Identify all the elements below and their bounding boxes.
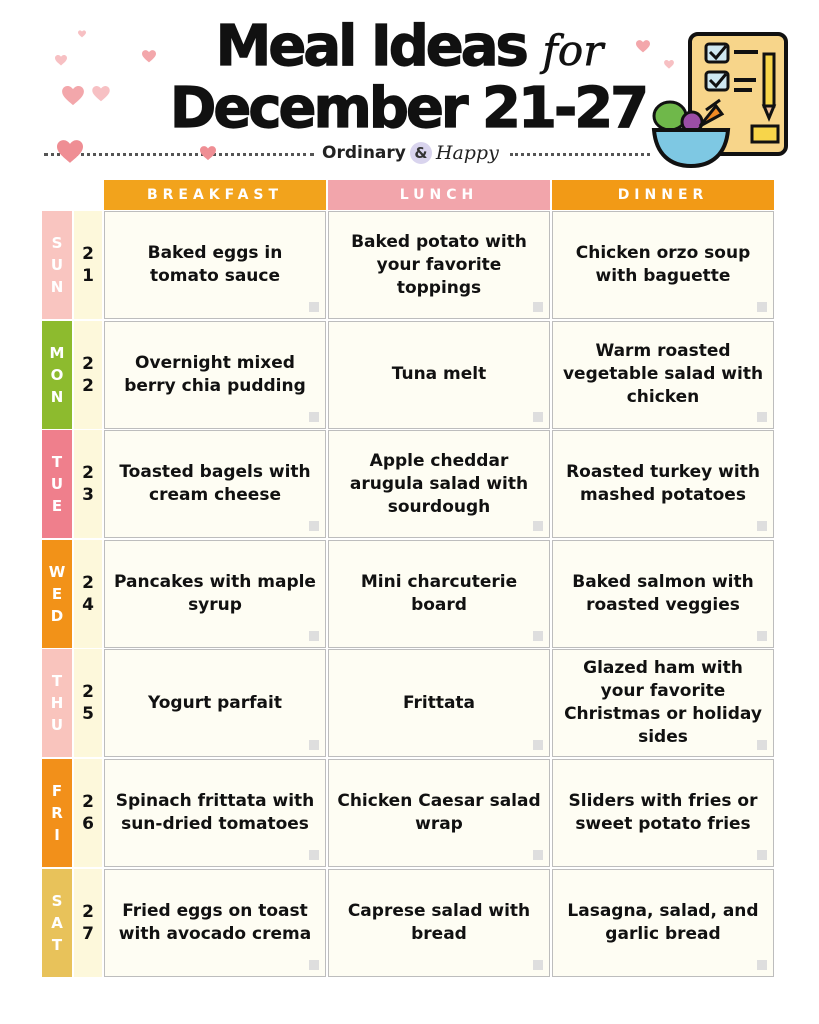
date-digit: 2 — [82, 463, 94, 484]
meal-cell-breakfast — [104, 321, 326, 429]
brand-ampersand: & — [410, 142, 432, 164]
meal-cell-dinner — [552, 540, 774, 648]
date-digit: 2 — [82, 353, 94, 374]
date-digit: 5 — [82, 704, 94, 725]
meal-text: Baked potato with your favorite toppings — [351, 231, 527, 298]
day-letter: E — [51, 584, 63, 603]
brand-ordinary: Ordinary — [322, 143, 406, 163]
heart-icon — [55, 55, 67, 66]
meal-cell-dinner — [552, 649, 774, 757]
meal-checkbox[interactable] — [757, 850, 767, 860]
meal-checkbox[interactable] — [309, 740, 319, 750]
meal-checkbox[interactable] — [757, 412, 767, 422]
day-label — [42, 430, 72, 538]
date-digit: 1 — [82, 266, 94, 286]
meal-text: Glazed ham with your favorite Christmas or holiday sides — [564, 658, 762, 748]
meal-text: Pancakes with maple syrup — [114, 571, 316, 615]
date-label — [72, 321, 102, 429]
date-label — [72, 759, 102, 867]
date-label — [72, 430, 102, 538]
meal-text: Fried eggs on toast with avocado crema — [118, 900, 312, 944]
date-digit: 2 — [82, 682, 94, 703]
meal-cell-lunch — [328, 649, 550, 757]
meal-checkbox[interactable] — [533, 631, 543, 641]
title-main: Meal Ideas — [215, 14, 526, 79]
meal-cell-breakfast — [104, 211, 326, 319]
heart-icon — [78, 30, 86, 38]
meal-text: Spinach frittata with sun-dried tomatoes — [115, 791, 315, 834]
day-label — [42, 869, 72, 977]
meal-cell-dinner — [552, 869, 774, 977]
meal-cell-lunch — [328, 759, 550, 867]
meal-cell-breakfast — [104, 430, 326, 538]
meal-cell-lunch — [328, 430, 550, 538]
meal-checkbox[interactable] — [757, 960, 767, 970]
meal-text: Toasted bagels with cream cheese — [119, 462, 311, 506]
meal-text: Sliders with fries or sweet potato fries — [568, 791, 758, 834]
day-label — [42, 321, 72, 429]
meal-cell-dinner — [552, 759, 774, 867]
dotted-divider-right — [510, 153, 650, 156]
meal-checkbox[interactable] — [309, 412, 319, 422]
column-header-breakfast: BREAKFAST — [104, 180, 326, 210]
meal-text: Mini charcuterie board — [360, 571, 518, 615]
meal-cell-lunch — [328, 321, 550, 429]
title-dates: December 21-27 — [169, 76, 647, 141]
day-label — [42, 649, 72, 757]
brand-happy: Happy — [435, 142, 499, 164]
day-letter: N — [50, 387, 64, 406]
meal-text: Warm roasted vegetable salad with chicken — [562, 341, 764, 408]
meal-text: Lasagna, salad, and garlic bread — [567, 900, 759, 944]
meal-cell-dinner — [552, 430, 774, 538]
date-label — [72, 211, 102, 319]
day-letter: W — [48, 562, 66, 581]
meal-checkbox[interactable] — [309, 631, 319, 641]
day-letter: N — [50, 278, 64, 296]
heart-icon — [142, 50, 156, 63]
meal-planner-clipboard-icon — [648, 30, 793, 180]
meal-cell-breakfast — [104, 649, 326, 757]
meal-text: Chicken Caesar salad wrap — [337, 791, 541, 834]
date-digit: 2 — [82, 572, 94, 593]
date-digit: 2 — [82, 244, 94, 264]
meal-text: Baked salmon with roasted veggies — [572, 571, 754, 615]
date-digit: 3 — [82, 485, 94, 506]
day-letter: S — [51, 891, 63, 910]
day-letter: H — [50, 694, 64, 713]
date-digit: 2 — [82, 375, 94, 396]
date-digit: 6 — [82, 814, 94, 834]
meal-checkbox[interactable] — [757, 740, 767, 750]
day-letter: T — [51, 453, 63, 472]
day-letter: U — [50, 256, 64, 274]
meal-cell-lunch — [328, 540, 550, 648]
meal-checkbox[interactable] — [533, 412, 543, 422]
heart-icon — [62, 86, 84, 106]
meal-text: Frittata — [402, 692, 476, 713]
meal-checkbox[interactable] — [533, 740, 543, 750]
meal-checkbox[interactable] — [309, 302, 319, 312]
date-digit: 4 — [82, 594, 94, 615]
heart-icon — [57, 140, 83, 164]
meal-text: Tuna melt — [391, 364, 487, 385]
day-letter: E — [51, 497, 63, 516]
heart-icon — [200, 146, 216, 161]
meal-cell-lunch — [328, 869, 550, 977]
meal-checkbox[interactable] — [533, 960, 543, 970]
day-letter: T — [51, 935, 63, 954]
brand-logo — [322, 140, 499, 166]
meal-cell-dinner — [552, 321, 774, 429]
day-letter: S — [51, 234, 63, 252]
meal-checkbox[interactable] — [309, 521, 319, 531]
meal-cell-lunch — [328, 211, 550, 319]
meal-cell-breakfast — [104, 540, 326, 648]
brand-row — [40, 138, 650, 168]
day-letter: M — [49, 343, 65, 362]
column-header-lunch: LUNCH — [328, 180, 550, 210]
day-letter: O — [50, 365, 64, 384]
meal-checkbox[interactable] — [533, 302, 543, 312]
date-digit: 2 — [82, 901, 94, 922]
meal-checkbox[interactable] — [757, 631, 767, 641]
day-letter: D — [50, 606, 64, 625]
meal-text: Overnight mixed berry chia pudding — [124, 352, 306, 396]
day-label — [42, 759, 72, 867]
date-label — [72, 540, 102, 648]
meal-checkbox[interactable] — [533, 850, 543, 860]
meal-text: Apple cheddar arugula salad with sourdough — [349, 450, 529, 517]
date-label — [72, 649, 102, 757]
meal-checkbox[interactable] — [309, 850, 319, 860]
meal-text: Chicken orzo soup with baguette — [575, 243, 751, 286]
meal-checkbox[interactable] — [757, 302, 767, 312]
heart-icon — [92, 86, 110, 102]
day-letter: U — [50, 716, 64, 735]
date-digit: 2 — [82, 792, 94, 812]
dotted-divider-left — [44, 153, 314, 156]
day-letter: A — [51, 913, 63, 932]
meal-text: Roasted turkey with mashed potatoes — [566, 462, 760, 506]
meal-cell-breakfast — [104, 869, 326, 977]
day-letter: T — [51, 672, 63, 691]
day-letter: I — [54, 826, 60, 844]
meal-cell-breakfast — [104, 759, 326, 867]
meal-text: Yogurt parfait — [148, 692, 282, 713]
meal-cell-dinner — [552, 211, 774, 319]
day-letter: R — [51, 804, 63, 822]
meal-checkbox[interactable] — [533, 521, 543, 531]
meal-checkbox[interactable] — [757, 521, 767, 531]
day-letter: F — [51, 782, 63, 800]
meal-text: Baked eggs in tomato sauce — [147, 243, 283, 286]
title-for: for — [542, 26, 604, 75]
day-label — [42, 211, 72, 319]
day-letter: U — [50, 475, 64, 494]
date-digit: 7 — [82, 923, 94, 944]
column-header-dinner: DINNER — [552, 180, 774, 210]
meal-checkbox[interactable] — [309, 960, 319, 970]
meal-text: Caprese salad with bread — [347, 900, 531, 944]
date-label — [72, 869, 102, 977]
day-label — [42, 540, 72, 648]
